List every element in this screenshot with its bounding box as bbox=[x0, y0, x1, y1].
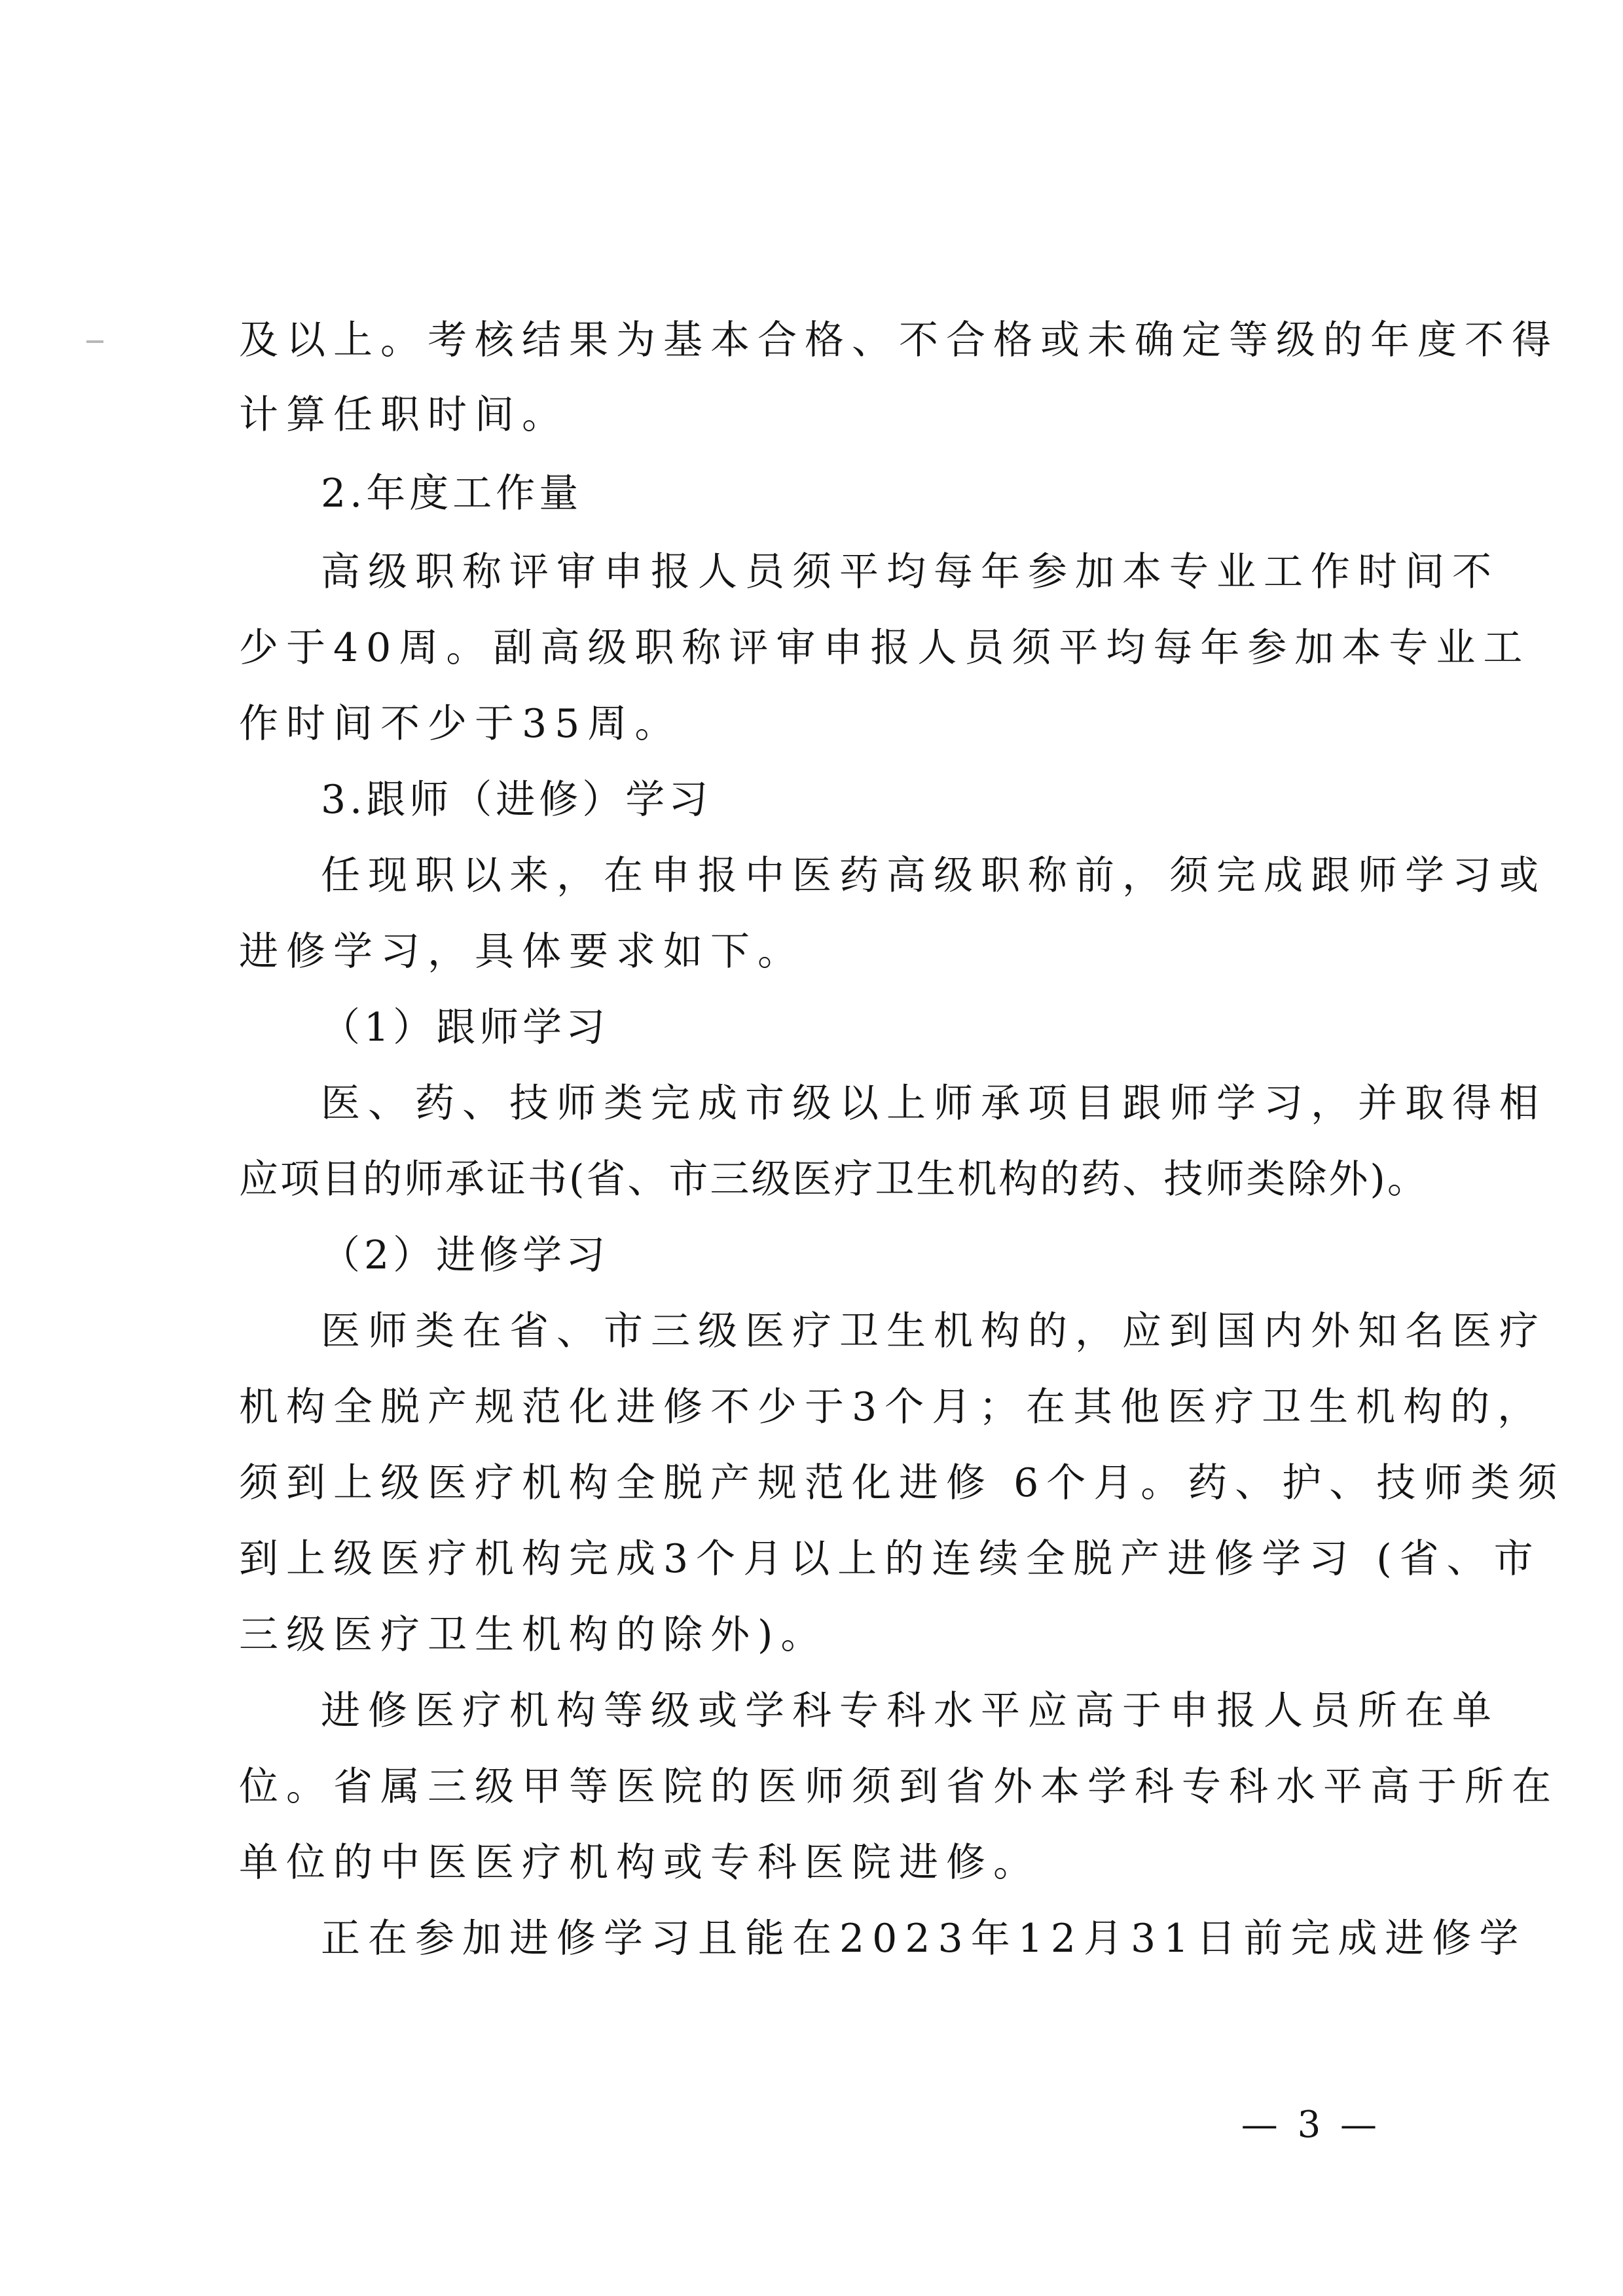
paragraph-line: 到上级医疗机构完成3个月以上的连续全脱产进修学习 (省、市 bbox=[239, 1536, 1541, 1582]
paragraph-line: 须到上级医疗机构全脱产规范化进修 6个月。药、护、技师类须 bbox=[239, 1460, 1565, 1506]
paragraph-line: 位。省属三级甲等医院的医师须到省外本学科专科水平高于所在 bbox=[239, 1764, 1559, 1810]
paragraph-line: 高级职称评审申报人员须平均每年参加本专业工作时间不 bbox=[321, 549, 1499, 595]
paragraph-line: 作时间不少于35周。 bbox=[239, 701, 682, 747]
paragraph-line: 单位的中医医疗机构或专科医院进修。 bbox=[239, 1840, 1040, 1886]
paragraph-line: 及以上。考核结果为基本合格、不合格或未确定等级的年度不得 bbox=[239, 317, 1559, 363]
paragraph-line: 进修医疗机构等级或学科专科水平应高于申报人员所在单 bbox=[321, 1688, 1499, 1734]
subsection-heading: （2）进修学习 bbox=[321, 1232, 610, 1278]
paragraph-line: 进修学习，具体要求如下。 bbox=[239, 929, 805, 975]
section-heading: 2.年度工作量 bbox=[321, 471, 583, 516]
paragraph-line: 计算任职时间。 bbox=[239, 392, 569, 438]
paragraph-line: 机构全脱产规范化进修不少于3个月；在其他医疗卫生机构的， bbox=[239, 1384, 1545, 1430]
scan-mark-left bbox=[86, 340, 103, 343]
page-number: — 3 — bbox=[1241, 2104, 1381, 2146]
paragraph-line: 应项目的师承证书(省、市三级医疗卫生机构的药、技师类除外)。 bbox=[239, 1157, 1429, 1202]
subsection-heading: （1）跟师学习 bbox=[321, 1005, 610, 1050]
paragraph-line: 任现职以来，在申报中医药高级职称前，须完成跟师学习或 bbox=[321, 853, 1546, 899]
paragraph-line: 少于40周。副高级职称评审申报人员须平均每年参加本专业工 bbox=[239, 625, 1531, 671]
section-heading: 3.跟师（进修）学习 bbox=[321, 777, 712, 823]
paragraph-line: 三级医疗卫生机构的除外)。 bbox=[239, 1612, 828, 1658]
paragraph-line: 医、药、技师类完成市级以上师承项目跟师学习，并取得相 bbox=[321, 1081, 1546, 1126]
paragraph-line: 正在参加进修学习且能在2023年12月31日前完成进修学 bbox=[321, 1916, 1527, 1962]
paragraph-line: 医师类在省、市三级医疗卫生机构的，应到国内外知名医疗 bbox=[321, 1308, 1546, 1354]
